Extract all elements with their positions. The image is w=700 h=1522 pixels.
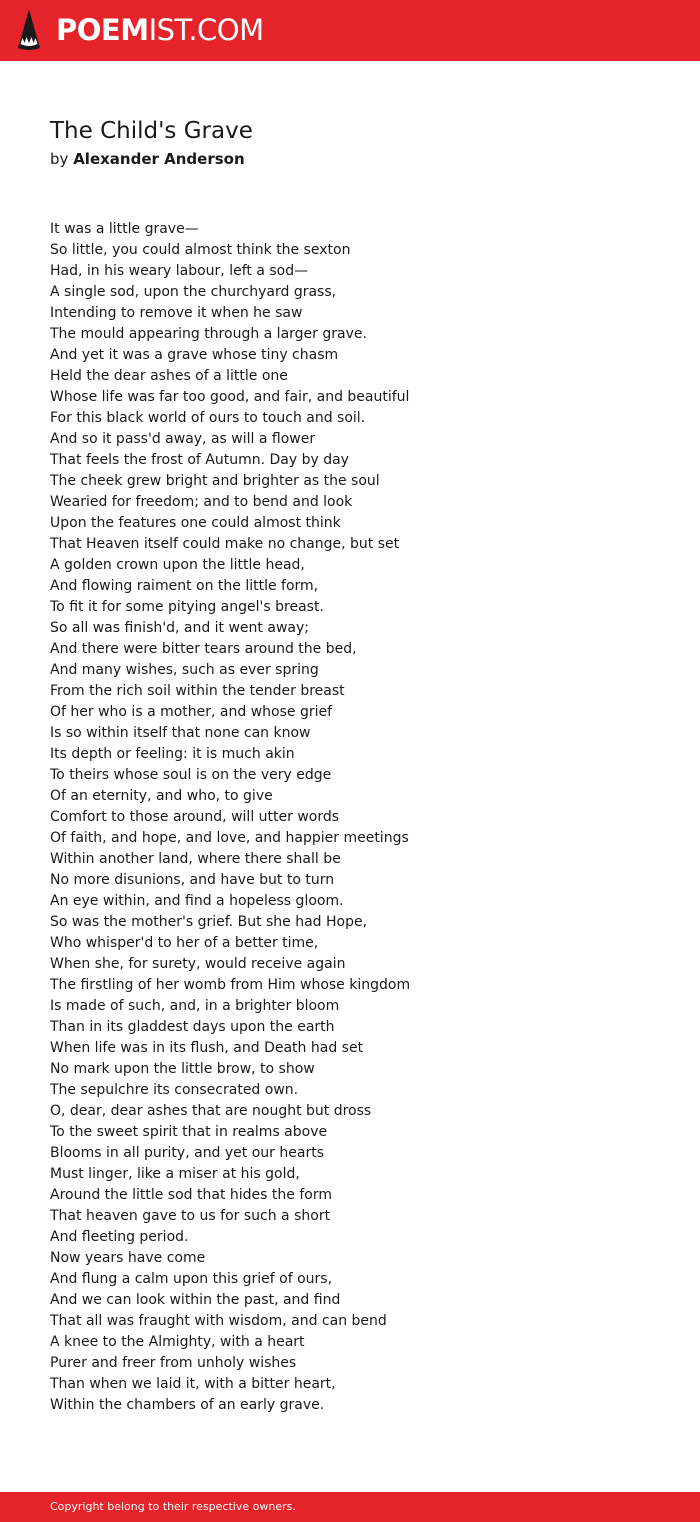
poem-line: Is so within itself that none can know — [50, 725, 311, 741]
poem-line: Comfort to those around, will utter words — [50, 809, 340, 825]
poem-byline — [50, 148, 245, 170]
poem-line: Of an eternity, and who, to give — [50, 788, 273, 804]
poem-line: That heaven gave to us for such a short — [50, 1208, 331, 1224]
poem-line: That Heaven itself could make no change, but set — [50, 536, 400, 552]
poem-line: When she, for surety, would receive again — [50, 956, 346, 972]
poem-line: The mould appearing through a larger grave. — [50, 326, 367, 342]
poem-line: So was the mother's grief. But she had Hope, — [50, 914, 368, 930]
poem-line: So little, you could almost think the sexton — [50, 242, 351, 258]
poem-line: A single sod, upon the churchyard grass, — [50, 284, 337, 300]
site-logo-link[interactable] — [16, 8, 264, 52]
poem-line: And fleeting period. — [50, 1229, 189, 1245]
poem-line: And we can look within the past, and find — [50, 1292, 341, 1308]
poem-line: And flung a calm upon this grief of ours, — [50, 1271, 333, 1287]
poem-line: Held the dear ashes of a little one — [50, 368, 288, 384]
poem-line: O, dear, dear ashes that are nought but dross — [50, 1103, 372, 1119]
poem-title: The Child's Grave — [50, 118, 253, 144]
poem-line: And yet it was a grave whose tiny chasm — [50, 347, 339, 363]
poem-line: That all was fraught with wisdom, and can bend — [50, 1313, 387, 1329]
poem-line: Within another land, where there shall be — [50, 851, 341, 867]
poem-line: The cheek grew bright and brighter as the soul — [50, 473, 380, 489]
poem-author: Alexander Anderson — [73, 150, 245, 168]
poem-line: A knee to the Almighty, with a heart — [50, 1334, 305, 1350]
poem-line: Intending to remove it when he saw — [50, 305, 303, 321]
poem-line: From the rich soil within the tender breast — [50, 683, 345, 699]
poem-line: No mark upon the little brow, to show — [50, 1061, 315, 1077]
poem-line: That feels the frost of Autumn. Day by day — [50, 452, 349, 468]
poem-line: An eye within, and find a hopeless gloom. — [50, 893, 344, 909]
copyright-text: Copyright belong to their respective owners. — [50, 1500, 296, 1513]
poem-line: Of her who is a mother, and whose grief — [50, 704, 333, 720]
poem-line: Around the little sod that hides the form — [50, 1187, 332, 1203]
poem-line: To the sweet spirit that in realms above — [50, 1124, 328, 1140]
poem-line: A golden crown upon the little head, — [50, 557, 305, 573]
poem-line: Of faith, and hope, and love, and happier meetings — [50, 830, 409, 846]
poem-line: The firstling of her womb from Him whose kingdom — [50, 977, 411, 993]
poem-line: Its depth or feeling: it is much akin — [50, 746, 295, 762]
poem-line: And so it pass'd away, as will a flower — [50, 431, 316, 447]
site-footer — [0, 1492, 700, 1522]
poem-line: So all was finish'd, and it went away; — [50, 620, 309, 636]
poem-line: No more disunions, and have but to turn — [50, 872, 335, 888]
poem-line: And many wishes, such as ever spring — [50, 662, 319, 678]
site-header — [0, 0, 700, 61]
poem-line: Purer and freer from unholy wishes — [50, 1355, 297, 1371]
logo-bold-text: POEM — [56, 13, 149, 47]
poem-line: Who whisper'd to her of a better time, — [50, 935, 319, 951]
poem-line: For this black world of ours to touch and soil. — [50, 410, 366, 426]
poem-line: Must linger, like a miser at his gold, — [50, 1166, 300, 1182]
poem-body — [50, 219, 650, 1416]
poem-line: Within the chambers of an early grave. — [50, 1397, 325, 1413]
poem-line: Upon the features one could almost think — [50, 515, 341, 531]
logo-light-text: IST.COM — [148, 13, 264, 47]
poem-line: And there were bitter tears around the bed, — [50, 641, 357, 657]
poem-line: Now years have come — [50, 1250, 206, 1266]
poem-line: To fit it for some pitying angel's breast. — [50, 599, 324, 615]
site-logo-text — [56, 8, 264, 52]
poem-line: And flowing raiment on the little form, — [50, 578, 319, 594]
poem-line: To theirs whose soul is on the very edge — [50, 767, 332, 783]
pencil-tip-icon — [16, 8, 42, 52]
poem-line: Had, in his weary labour, left a sod— — [50, 263, 309, 279]
poem-line: When life was in its flush, and Death had set — [50, 1040, 364, 1056]
poem-line: Blooms in all purity, and yet our hearts — [50, 1145, 324, 1161]
poem-line: It was a little grave— — [50, 221, 199, 237]
poem-line: Wearied for freedom; and to bend and look — [50, 494, 353, 510]
poem-line: The sepulchre its consecrated own. — [50, 1082, 299, 1098]
poem-line: Whose life was far too good, and fair, and beautiful — [50, 389, 410, 405]
poem-line: Than in its gladdest days upon the earth — [50, 1019, 335, 1035]
poem-line: Is made of such, and, in a brighter bloom — [50, 998, 340, 1014]
by-label: by — [50, 150, 69, 168]
poem-line: Than when we laid it, with a bitter heart, — [50, 1376, 336, 1392]
